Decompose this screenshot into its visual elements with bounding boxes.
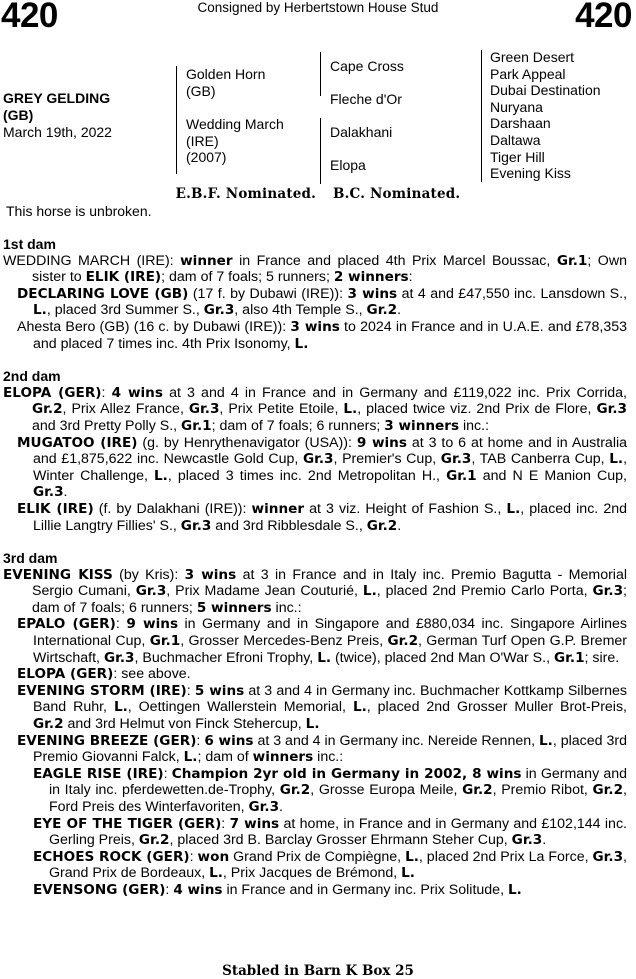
produce-record: EVENING BREEZE (GER): 6 wins at 3 and 4 in Germany inc. Nereide Rennen, L., placed 3rd Premio Giovanni Falck, L.; dam of winners inc.: xyxy=(17,732,627,766)
pedigree-divider-2a xyxy=(320,52,321,96)
section-heading: 2nd dam xyxy=(3,368,61,385)
produce-record: ELOPA (GER): 4 wins at 3 and 4 in France and in Germany and £119,022 inc. Prix Corrida, Gr.2, Prix Allez France, Gr.3, Prix Petite Etoile, L., placed twice viz. 2nd Prix de Flore, Gr.3 and 3rd Pretty Polly S., Gr.1; dam of 7 foals; 6 runners; 3 winners inc.: xyxy=(3,384,628,434)
nominations xyxy=(0,186,636,202)
horse-country: (GB) xyxy=(3,107,34,123)
lot-number-left: 420 xyxy=(1,0,58,35)
dam-section xyxy=(3,368,627,534)
horse-colour-sex: GREY GELDING xyxy=(3,90,111,106)
consignor: Consigned by Herbertstown House Stud xyxy=(197,0,439,15)
sire-sire: Cape Cross xyxy=(330,58,404,74)
pedigree-divider-3 xyxy=(481,50,482,182)
bc-nominated: B.C. Nominated. xyxy=(333,186,461,202)
sire-dam: Fleche d'Or xyxy=(330,91,402,107)
sire-name: Golden Horn (GB) xyxy=(186,66,266,99)
lot-number-right: 420 xyxy=(575,0,632,35)
produce-record: EPALO (GER): 9 wins in Germany and in Singapore and £880,034 inc. Singapore Airlines International Cup, Gr.1, Grosser Mercedes-Benz Preis, Gr.2, German Turf Open G.P. Bremer Wirtschaft, Gr.3, Buchmacher Efroni Trophy, L. (twice), placed 2nd Man O'War S., Gr.1; sire. xyxy=(17,616,628,666)
section-heading: 1st dam xyxy=(3,236,56,252)
produce-record: ELOPA (GER): see above. xyxy=(17,666,191,683)
produce-record: DECLARING LOVE (GB) (17 f. by Dubawi (IRE)): 3 wins at 4 and £47,550 inc. Lansdown S., L., placed 3rd Summer S., Gr.3, also 4th Temple S., Gr.2. xyxy=(17,285,628,319)
produce-record: Ahesta Bero (GB) (16 c. by Dubawi (IRE)): 3 wins to 2024 in France and in U.A.E. and £78,353 and placed 7 times inc. 4th Prix Isonomy, L. xyxy=(17,318,627,352)
produce-record: WEDDING MARCH (IRE): winner in France and placed 4th Prix Marcel Boussac, Gr.1; Own sister to ELIK (IRE); dam of 7 foals; 5 runners; 2 winners: xyxy=(3,252,627,286)
produce-record: EVENSONG (GER): 4 wins in France and in Germany inc. Prix Solitude, L. xyxy=(33,881,522,898)
produce-record: ELIK (IRE) (f. by Dalakhani (IRE)): winner at 3 viz. Height of Fashion S., L., placed inc. 2nd Lillie Langtry Fillies' S., Gr.3 and 3rd Ribblesdale S., Gr.2. xyxy=(17,500,627,534)
third-generation: Green Desert Park Appeal Dubai Destination Nuryana Darshaan Daltawa Tiger Hill Evening Kiss xyxy=(490,49,601,182)
unbroken-note: This horse is unbroken. xyxy=(6,203,152,219)
produce-record: EAGLE RISE (IRE): Champion 2yr old in Germany in 2002, 8 wins in Germany and in Italy inc. pferdewetten.de-Trophy, Gr.2, Grosse Europa Meile, Gr.2, Premio Ribot, Gr.2, Ford Preis des Winterfavoriten, Gr.3. xyxy=(33,765,627,815)
section-heading: 3rd dam xyxy=(3,550,58,567)
produce-record: EVENING KISS (by Kris): 3 wins at 3 in France and in Italy inc. Premio Bagutta - Memorial Sergio Cumani, Gr.3, Prix Madame Jean Couturié, L., placed 2nd Premio Carlo Porta, Gr.3; dam of 7 foals; 6 runners; 5 winners inc.: xyxy=(3,566,628,616)
horse-description xyxy=(3,90,112,141)
pedigree-divider-2b xyxy=(320,118,321,184)
pedigree-notes xyxy=(3,236,627,899)
produce-record: MUGATOO (IRE) (g. by Henrythenavigator (USA)): 9 wins at 3 to 6 at home and in Australia and £1,875,622 inc. Newcastle Gold Cup, Gr.3, Premier's Cup, Gr.3, TAB Canberra Cup, L., Winter Challenge, L., placed 3 times inc. 2nd Metropolitan H., Gr.1 and N E Manion Cup, Gr.3. xyxy=(17,434,628,501)
dam-section xyxy=(3,550,627,898)
dam-name: Wedding March (IRE) (2007) xyxy=(186,116,284,166)
ebf-nominated: E.B.F. Nominated. xyxy=(175,186,317,202)
dam-dam: Elopa xyxy=(330,157,366,173)
horse-foaled: March 19th, 2022 xyxy=(3,124,112,140)
stabled-location: Stabled in Barn K Box 25 xyxy=(222,963,414,979)
produce-record: EVENING STORM (IRE): 5 wins at 3 and 4 in Germany inc. Buchmacher Kottkamp Silbernes Band Ruhr, L., Oettingen Wallerstein Memorial, L., placed 2nd Grosser Muller Brot-Preis, Gr.2 and 3rd Helmut von Finck Stehercup, L. xyxy=(17,682,627,733)
dam-sire: Dalakhani xyxy=(330,124,393,140)
pedigree-table xyxy=(0,46,636,186)
dam-section xyxy=(3,236,627,352)
produce-record: ECHOES ROCK (GER): won Grand Prix de Compiègne, L., placed 2nd Prix La Force, Gr.3, Grand Prix de Bordeaux, L., Prix Jacques de Brémond, L. xyxy=(33,848,627,882)
produce-record: EYE OF THE TIGER (GER): 7 wins at home, in France and in Germany and £102,144 inc. Gerling Preis, Gr.2, placed 3rd B. Barclay Grosser Ehrmann Steher Cup, Gr.3. xyxy=(33,815,627,849)
pedigree-divider-1 xyxy=(176,66,177,174)
